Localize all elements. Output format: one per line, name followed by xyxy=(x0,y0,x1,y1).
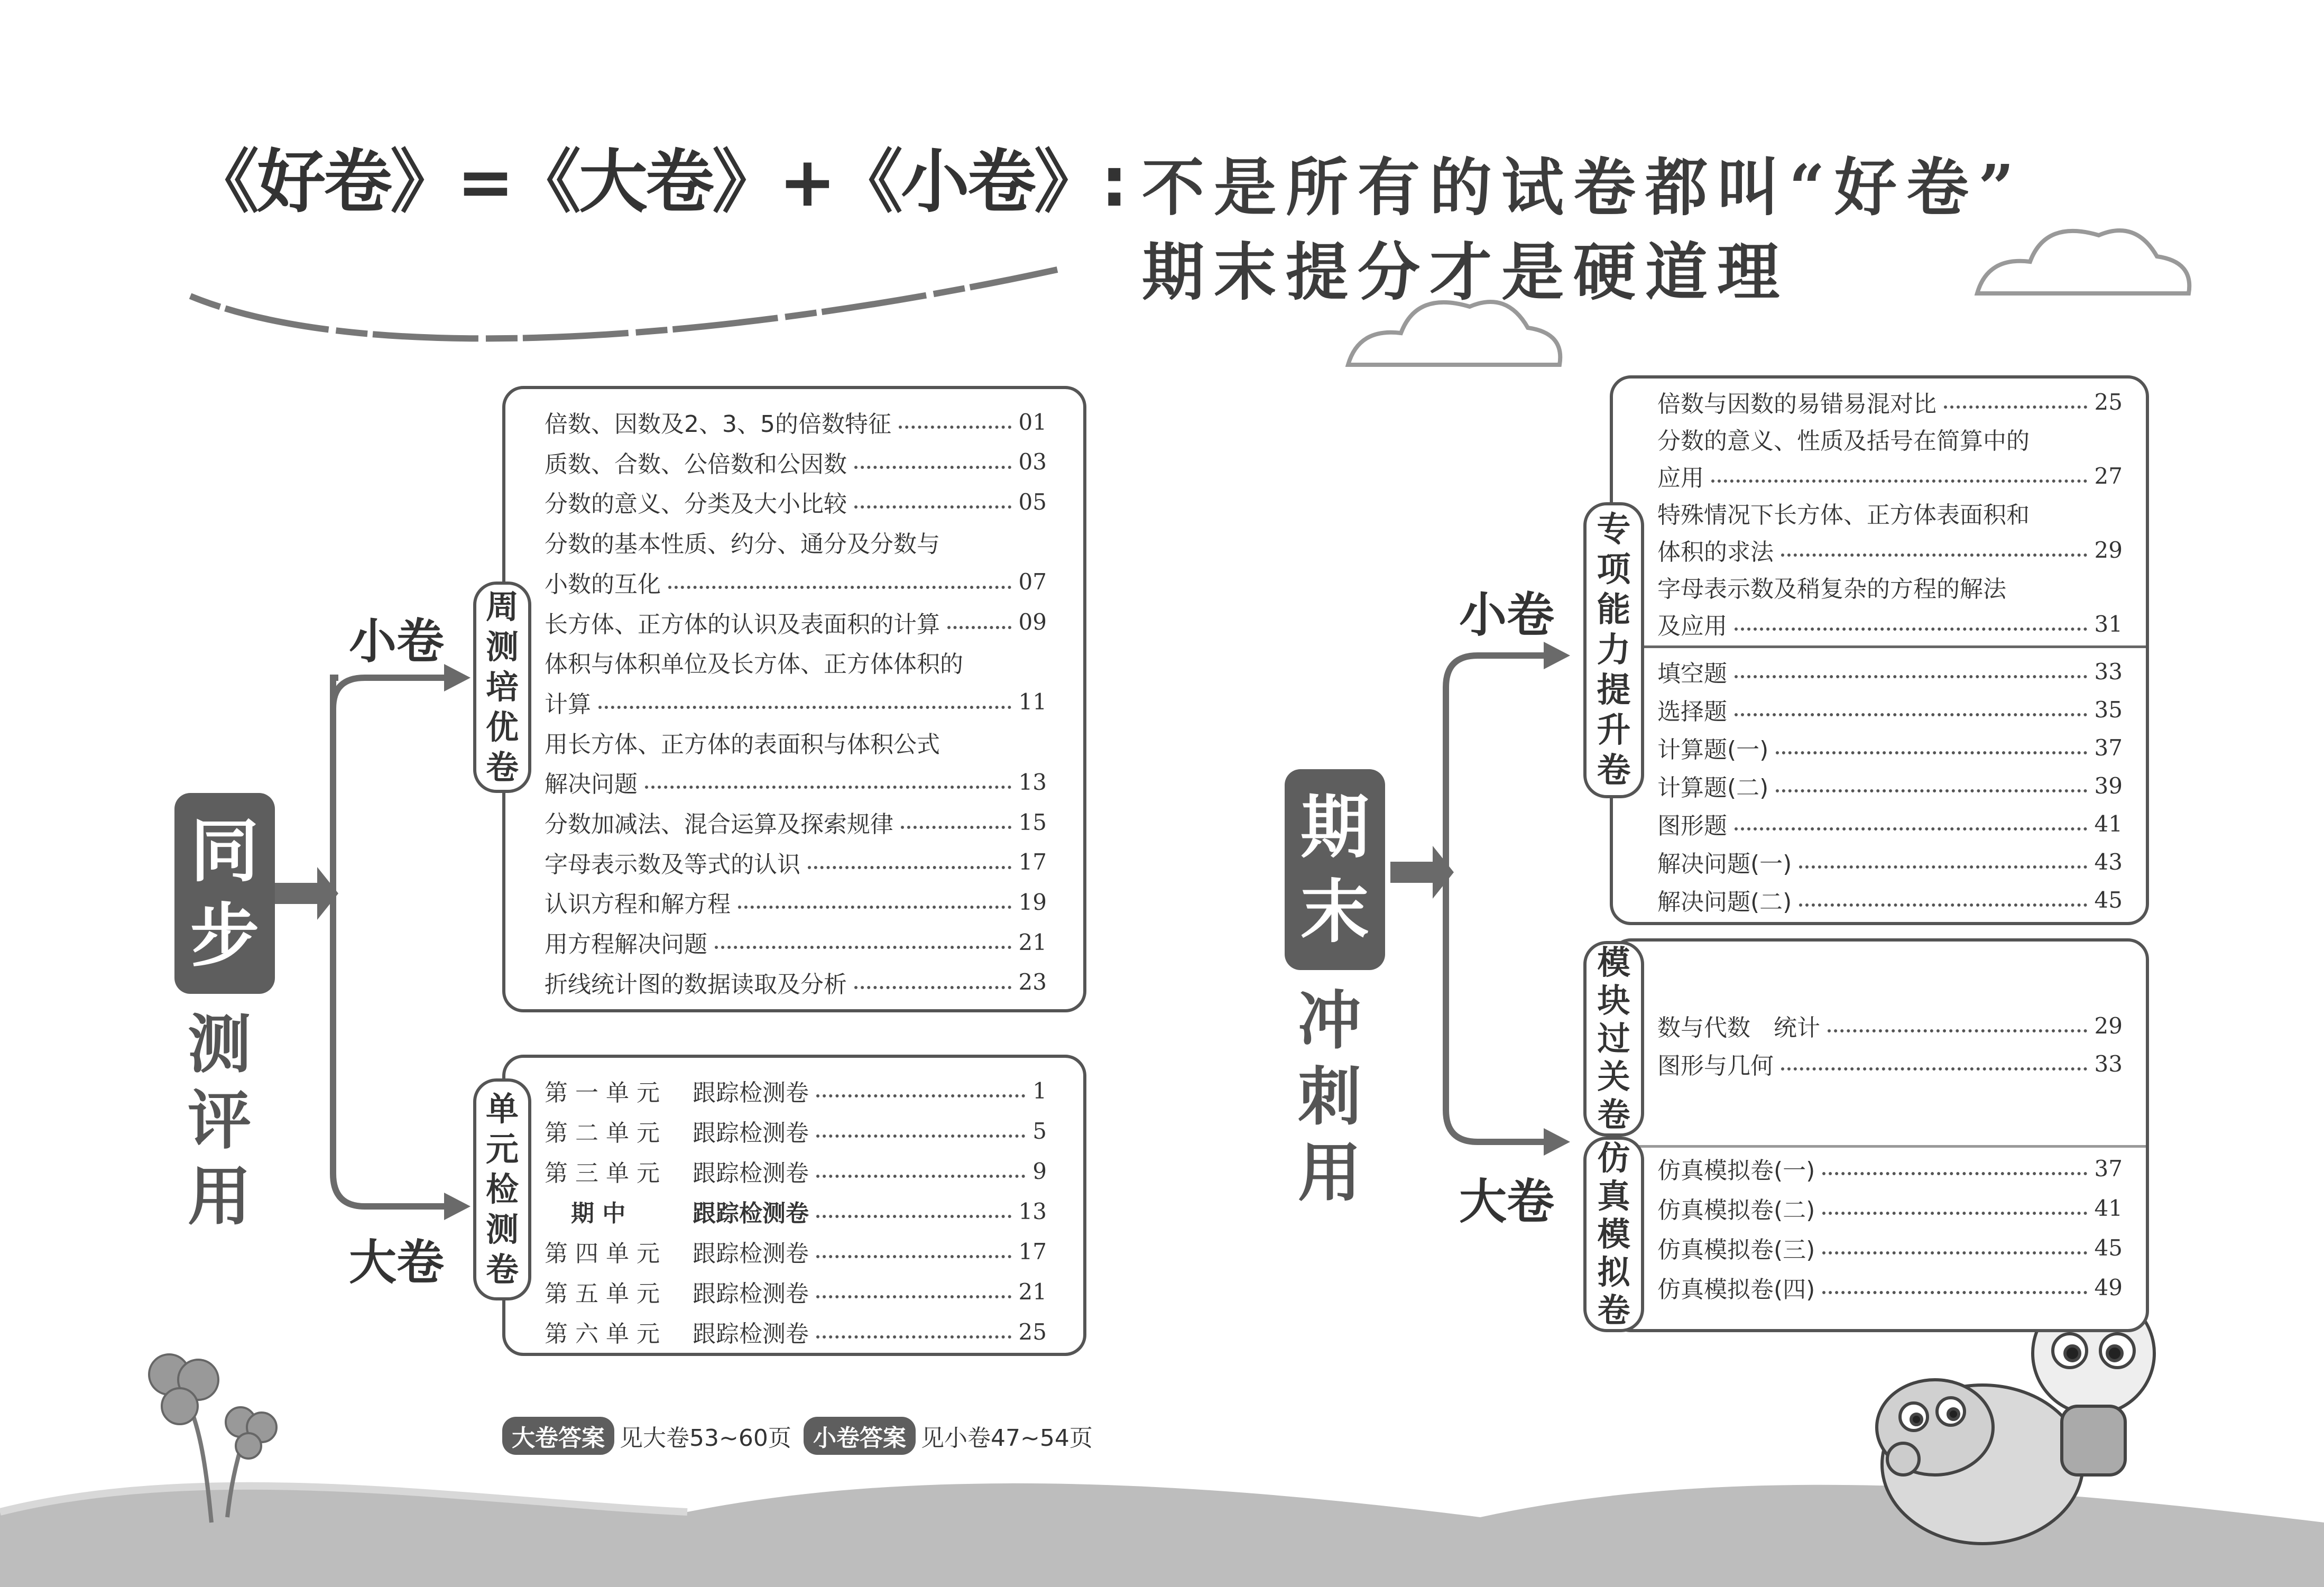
special-tab xyxy=(1583,502,1644,798)
toc-leader-dots xyxy=(901,826,1011,829)
module-tab-char-1: 模 xyxy=(1597,943,1630,982)
toc-leader-dots xyxy=(1735,675,2087,678)
final-box-char-1: 期 xyxy=(1300,787,1369,868)
final-sub-char-3: 用 xyxy=(1298,1137,1361,1210)
special-tab-char-4: 力 xyxy=(1597,631,1631,670)
module-tab-char-2: 块 xyxy=(1597,981,1630,1020)
toc-page-number: 03 xyxy=(1018,449,1047,475)
toc-title: 倍数、因数及2、3、5的倍数特征 xyxy=(545,411,891,438)
toc-row xyxy=(1657,1228,2123,1268)
toc-title: 及应用 xyxy=(1657,613,1727,640)
toc-row xyxy=(1657,727,2123,768)
toc-page-number: 45 xyxy=(2094,887,2123,913)
toc-title: 解决问题 xyxy=(545,771,638,798)
toc-page-number: 29 xyxy=(2094,537,2123,563)
toc-page-number: 23 xyxy=(1018,969,1047,995)
toc-leader-dots xyxy=(1776,789,2087,792)
toc-row xyxy=(545,682,1047,722)
final-box xyxy=(1285,769,1385,970)
toc-title: 仿真模拟卷(二) xyxy=(1657,1197,1815,1224)
toc-page-number: 13 xyxy=(1018,769,1047,795)
unit-tab-char-1: 单 xyxy=(485,1090,519,1128)
toc-row xyxy=(545,1111,1047,1151)
toc-title: 解决问题(一) xyxy=(1657,851,1792,878)
toc-leader-dots xyxy=(1799,903,2087,907)
toc-title: 计算题(一) xyxy=(1657,736,1769,763)
toc-title: 倍数与因数的易错易混对比 xyxy=(1657,391,1936,418)
toc-leader-dots xyxy=(854,505,1011,509)
big-answer-text: 见大卷53~60页 xyxy=(620,1425,791,1452)
module-tab-char-4: 关 xyxy=(1597,1057,1630,1096)
sim-tab-char-4: 拟 xyxy=(1597,1253,1630,1291)
toc-title: 跟踪检测卷 xyxy=(693,1160,809,1187)
sim-tab-char-5: 卷 xyxy=(1597,1291,1630,1330)
toc-row xyxy=(1657,842,2123,882)
toc-page-number: 17 xyxy=(1018,1238,1047,1265)
toc-title: 长方体、正方体的认识及表面积的计算 xyxy=(545,611,940,638)
toc-page-number: 41 xyxy=(2094,810,2123,837)
module-tab-char-5: 卷 xyxy=(1597,1095,1630,1134)
toc-leader-dots xyxy=(645,786,1011,789)
toc-row xyxy=(1657,567,2123,607)
toc-title: 体积与体积单位及长方体、正方体体积的 xyxy=(545,651,963,678)
toc-row xyxy=(1657,765,2123,806)
slogan-line-2: 期末提分才是硬道理 xyxy=(1142,235,1790,309)
toc-title: 跟踪检测卷 xyxy=(693,1200,809,1227)
toc-row xyxy=(545,842,1047,882)
toc-page-number: 21 xyxy=(1018,1278,1047,1305)
toc-title: 仿真模拟卷(三) xyxy=(1657,1237,1815,1263)
sim-tab xyxy=(1583,1137,1644,1332)
toc-page-number: 45 xyxy=(2094,1234,2123,1261)
toc-leader-dots xyxy=(598,706,1011,709)
final-sub-label xyxy=(1298,983,1361,1212)
toc-row xyxy=(545,1151,1047,1191)
toc-page-number: 37 xyxy=(2094,1155,2123,1182)
toc-row xyxy=(545,562,1047,602)
toc-page-number: 41 xyxy=(2094,1195,2123,1221)
toc-leader-dots xyxy=(1735,628,2087,631)
sync-box xyxy=(174,793,275,994)
toc-title: 跟踪检测卷 xyxy=(693,1280,809,1307)
toc-page-number: 25 xyxy=(1018,1318,1047,1345)
toc-title: 选择题 xyxy=(1657,698,1727,725)
special-tab-char-1: 专 xyxy=(1597,510,1631,549)
toc-unit: 期 中 xyxy=(571,1200,626,1227)
toc-row xyxy=(1657,1188,2123,1228)
special-tab-char-2: 项 xyxy=(1597,550,1631,589)
toc-title: 小数的互化 xyxy=(545,570,661,598)
toc-row xyxy=(545,882,1047,922)
toc-unit: 第 四 单 元 xyxy=(545,1240,660,1267)
weekly-tab-char-3: 培 xyxy=(485,668,519,706)
unit-tab-char-5: 卷 xyxy=(485,1250,519,1289)
toc-unit: 第 三 单 元 xyxy=(545,1160,660,1187)
toc-row xyxy=(545,1231,1047,1271)
toc-row xyxy=(1657,651,2123,691)
toc-row xyxy=(1657,530,2123,570)
sim-tab-char-1: 仿 xyxy=(1597,1139,1630,1177)
toc-row xyxy=(545,1271,1047,1312)
unit-tab xyxy=(473,1078,531,1300)
toc-leader-dots xyxy=(1776,751,2087,754)
toc-title: 跟踪检测卷 xyxy=(693,1240,809,1267)
final-box-char-2: 末 xyxy=(1300,872,1369,952)
toc-page-number: 27 xyxy=(2094,463,2123,489)
toc-leader-dots xyxy=(738,906,1011,909)
toc-title: 特殊情况下长方体、正方体表面积和 xyxy=(1657,502,2030,529)
toc-row xyxy=(545,522,1047,562)
toc-row xyxy=(1657,1044,2123,1084)
right-small-label: 小卷 xyxy=(1459,587,1554,643)
toc-leader-dots xyxy=(854,986,1011,989)
book-title: 《好卷》=《大卷》+《小卷》: xyxy=(190,142,1126,222)
toc-page-number: 05 xyxy=(1018,488,1047,515)
toc-leader-dots xyxy=(1944,405,2087,409)
toc-leader-dots xyxy=(854,466,1011,469)
toc-title: 分数的基本性质、约分、通分及分数与 xyxy=(545,531,940,558)
sync-box-char-2: 步 xyxy=(190,896,259,976)
toc-leader-dots xyxy=(816,1134,1025,1138)
toc-leader-dots xyxy=(1735,827,2087,831)
toc-row xyxy=(1657,1267,2123,1307)
small-answer-text: 见小卷47~54页 xyxy=(921,1425,1093,1452)
toc-title: 质数、合数、公倍数和公因数 xyxy=(545,450,847,478)
toc-page-number: 9 xyxy=(1032,1158,1047,1184)
toc-title: 分数的意义、性质及括号在简算中的 xyxy=(1657,428,2030,455)
sync-sub-char-3: 用 xyxy=(188,1160,251,1234)
toc-leader-dots xyxy=(1735,713,2087,716)
toc-row xyxy=(1657,1005,2123,1046)
toc-title: 认识方程和解方程 xyxy=(545,891,731,918)
unit-tab-char-3: 检 xyxy=(485,1170,519,1208)
toc-title: 数与代数 统计 xyxy=(1657,1014,1820,1041)
toc-row xyxy=(545,1312,1047,1352)
toc-page-number: 43 xyxy=(2094,848,2123,875)
toc-page-number: 15 xyxy=(1018,809,1047,835)
toc-page-number: 19 xyxy=(1018,889,1047,915)
weekly-tab-char-4: 优 xyxy=(485,708,519,746)
toc-title: 用方程解决问题 xyxy=(545,931,707,958)
toc-row xyxy=(545,962,1047,1002)
toc-page-number: 33 xyxy=(2094,1050,2123,1077)
toc-leader-dots xyxy=(899,426,1011,429)
toc-row xyxy=(545,802,1047,842)
toc-leader-dots xyxy=(1828,1029,2087,1032)
toc-leader-dots xyxy=(1799,865,2087,869)
special-tab-char-5: 提 xyxy=(1597,671,1631,710)
toc-page-number: 13 xyxy=(1018,1198,1047,1224)
toc-title: 用长方体、正方体的表面积与体积公式 xyxy=(545,731,940,758)
toc-leader-dots xyxy=(668,586,1011,589)
weekly-tab xyxy=(473,582,531,793)
toc-page-number: 31 xyxy=(2094,611,2123,637)
toc-page-number: 39 xyxy=(2094,772,2123,799)
toc-row xyxy=(545,762,1047,802)
toc-title: 填空题 xyxy=(1657,660,1727,687)
final-sub-char-2: 刺 xyxy=(1298,1060,1361,1134)
toc-row xyxy=(1657,880,2123,920)
toc-title: 跟踪检测卷 xyxy=(693,1079,809,1106)
toc-row xyxy=(545,402,1047,442)
toc-leader-dots xyxy=(1822,1212,2087,1215)
big-answer-badge: 大卷答案 xyxy=(502,1417,614,1455)
toc-leader-dots xyxy=(816,1215,1011,1218)
toc-page-number: 25 xyxy=(2094,389,2123,415)
module-tab-char-3: 过 xyxy=(1597,1019,1630,1058)
toc-row xyxy=(1657,604,2123,644)
toc-page-number: 17 xyxy=(1018,849,1047,875)
slogan-line-1: 不是所有的试卷都叫“好卷” xyxy=(1142,151,2024,224)
toc-title: 应用 xyxy=(1657,465,1704,492)
toc-unit: 第 六 单 元 xyxy=(545,1321,660,1348)
toc-title: 图形题 xyxy=(1657,813,1727,839)
toc-row xyxy=(545,482,1047,522)
toc-page-number: 29 xyxy=(2094,1012,2123,1039)
toc-title: 计算 xyxy=(545,690,591,718)
left-small-label: 小卷 xyxy=(349,614,444,669)
toc-unit: 第 一 单 元 xyxy=(545,1079,660,1106)
toc-title: 跟踪检测卷 xyxy=(693,1321,809,1348)
toc-title: 字母表示数及等式的认识 xyxy=(545,851,800,878)
toc-page-number: 33 xyxy=(2094,658,2123,685)
toc-title: 计算题(二) xyxy=(1657,774,1769,801)
module-tab xyxy=(1583,941,1644,1137)
right-big-label: 大卷 xyxy=(1459,1174,1554,1230)
toc-page-number: 37 xyxy=(2094,734,2123,761)
toc-title: 解决问题(二) xyxy=(1657,889,1792,916)
toc-leader-dots xyxy=(816,1255,1011,1258)
toc-leader-dots xyxy=(1822,1172,2087,1175)
toc-row xyxy=(1657,689,2123,730)
toc-row xyxy=(545,642,1047,682)
toc-row xyxy=(545,722,1047,762)
toc-page-number: 09 xyxy=(1018,609,1047,635)
toc-page-number: 5 xyxy=(1032,1118,1047,1144)
final-sub-char-1: 冲 xyxy=(1298,984,1361,1058)
toc-leader-dots xyxy=(1711,479,2087,483)
toc-page-number: 49 xyxy=(2094,1274,2123,1300)
sim-tab-char-2: 真 xyxy=(1597,1177,1630,1215)
toc-title: 仿真模拟卷(一) xyxy=(1657,1157,1815,1184)
toc-row xyxy=(1657,382,2123,422)
sync-sub-label xyxy=(188,1007,251,1235)
toc-leader-dots xyxy=(715,946,1011,949)
toc-row xyxy=(545,1071,1047,1111)
big-answer-note xyxy=(502,1417,791,1455)
toc-title: 体积的求法 xyxy=(1657,539,1774,566)
special-tab-char-7: 卷 xyxy=(1597,751,1631,790)
toc-title: 分数的意义、分类及大小比较 xyxy=(545,491,847,518)
small-answer-note xyxy=(804,1417,1093,1455)
toc-leader-dots xyxy=(947,626,1011,629)
toc-page-number: 1 xyxy=(1032,1077,1047,1104)
toc-leader-dots xyxy=(816,1335,1011,1339)
toc-leader-dots xyxy=(816,1295,1011,1298)
sim-tab-char-3: 模 xyxy=(1597,1215,1630,1253)
weekly-tab-char-1: 周 xyxy=(485,587,519,626)
toc-row xyxy=(1657,1148,2123,1188)
toc-leader-dots xyxy=(1822,1291,2087,1294)
toc-title: 折线统计图的数据读取及分析 xyxy=(545,971,847,998)
toc-page-number: 21 xyxy=(1018,929,1047,955)
toc-row xyxy=(1657,493,2123,533)
toc-page-number: 11 xyxy=(1018,689,1047,715)
toc-leader-dots xyxy=(816,1175,1025,1178)
toc-title: 图形与几何 xyxy=(1657,1053,1774,1079)
sync-sub-char-1: 测 xyxy=(188,1008,251,1082)
unit-tab-char-4: 测 xyxy=(485,1210,519,1249)
special-tab-char-6: 升 xyxy=(1597,711,1631,750)
toc-page-number: 07 xyxy=(1018,569,1047,595)
toc-unit: 第 五 单 元 xyxy=(545,1280,660,1307)
toc-row xyxy=(545,922,1047,962)
sync-sub-char-2: 评 xyxy=(188,1084,251,1158)
sync-box-char-1: 同 xyxy=(190,811,259,891)
toc-title: 跟踪检测卷 xyxy=(693,1120,809,1147)
small-answer-badge: 小卷答案 xyxy=(804,1417,916,1455)
left-big-label: 大卷 xyxy=(349,1235,444,1290)
toc-title: 仿真模拟卷(四) xyxy=(1657,1276,1815,1303)
weekly-tab-char-5: 卷 xyxy=(485,748,519,787)
toc-title: 字母表示数及稍复杂的方程的解法 xyxy=(1657,576,2006,603)
toc-leader-dots xyxy=(1822,1251,2087,1254)
unit-tab-char-2: 元 xyxy=(485,1130,519,1168)
toc-unit: 第 二 单 元 xyxy=(545,1120,660,1147)
toc-leader-dots xyxy=(1781,1067,2087,1071)
toc-row xyxy=(1657,419,2123,459)
toc-leader-dots xyxy=(816,1094,1025,1097)
toc-row xyxy=(545,1191,1047,1231)
toc-page-number: 01 xyxy=(1018,409,1047,435)
toc-row xyxy=(545,602,1047,642)
toc-row xyxy=(1657,456,2123,496)
toc-leader-dots xyxy=(808,866,1011,869)
toc-page-number: 35 xyxy=(2094,696,2123,723)
toc-leader-dots xyxy=(1781,553,2087,557)
toc-title: 分数加减法、混合运算及探索规律 xyxy=(545,811,893,838)
weekly-tab-char-2: 测 xyxy=(485,628,519,666)
toc-row xyxy=(1657,804,2123,844)
toc-row xyxy=(545,442,1047,482)
special-tab-char-3: 能 xyxy=(1597,590,1631,630)
